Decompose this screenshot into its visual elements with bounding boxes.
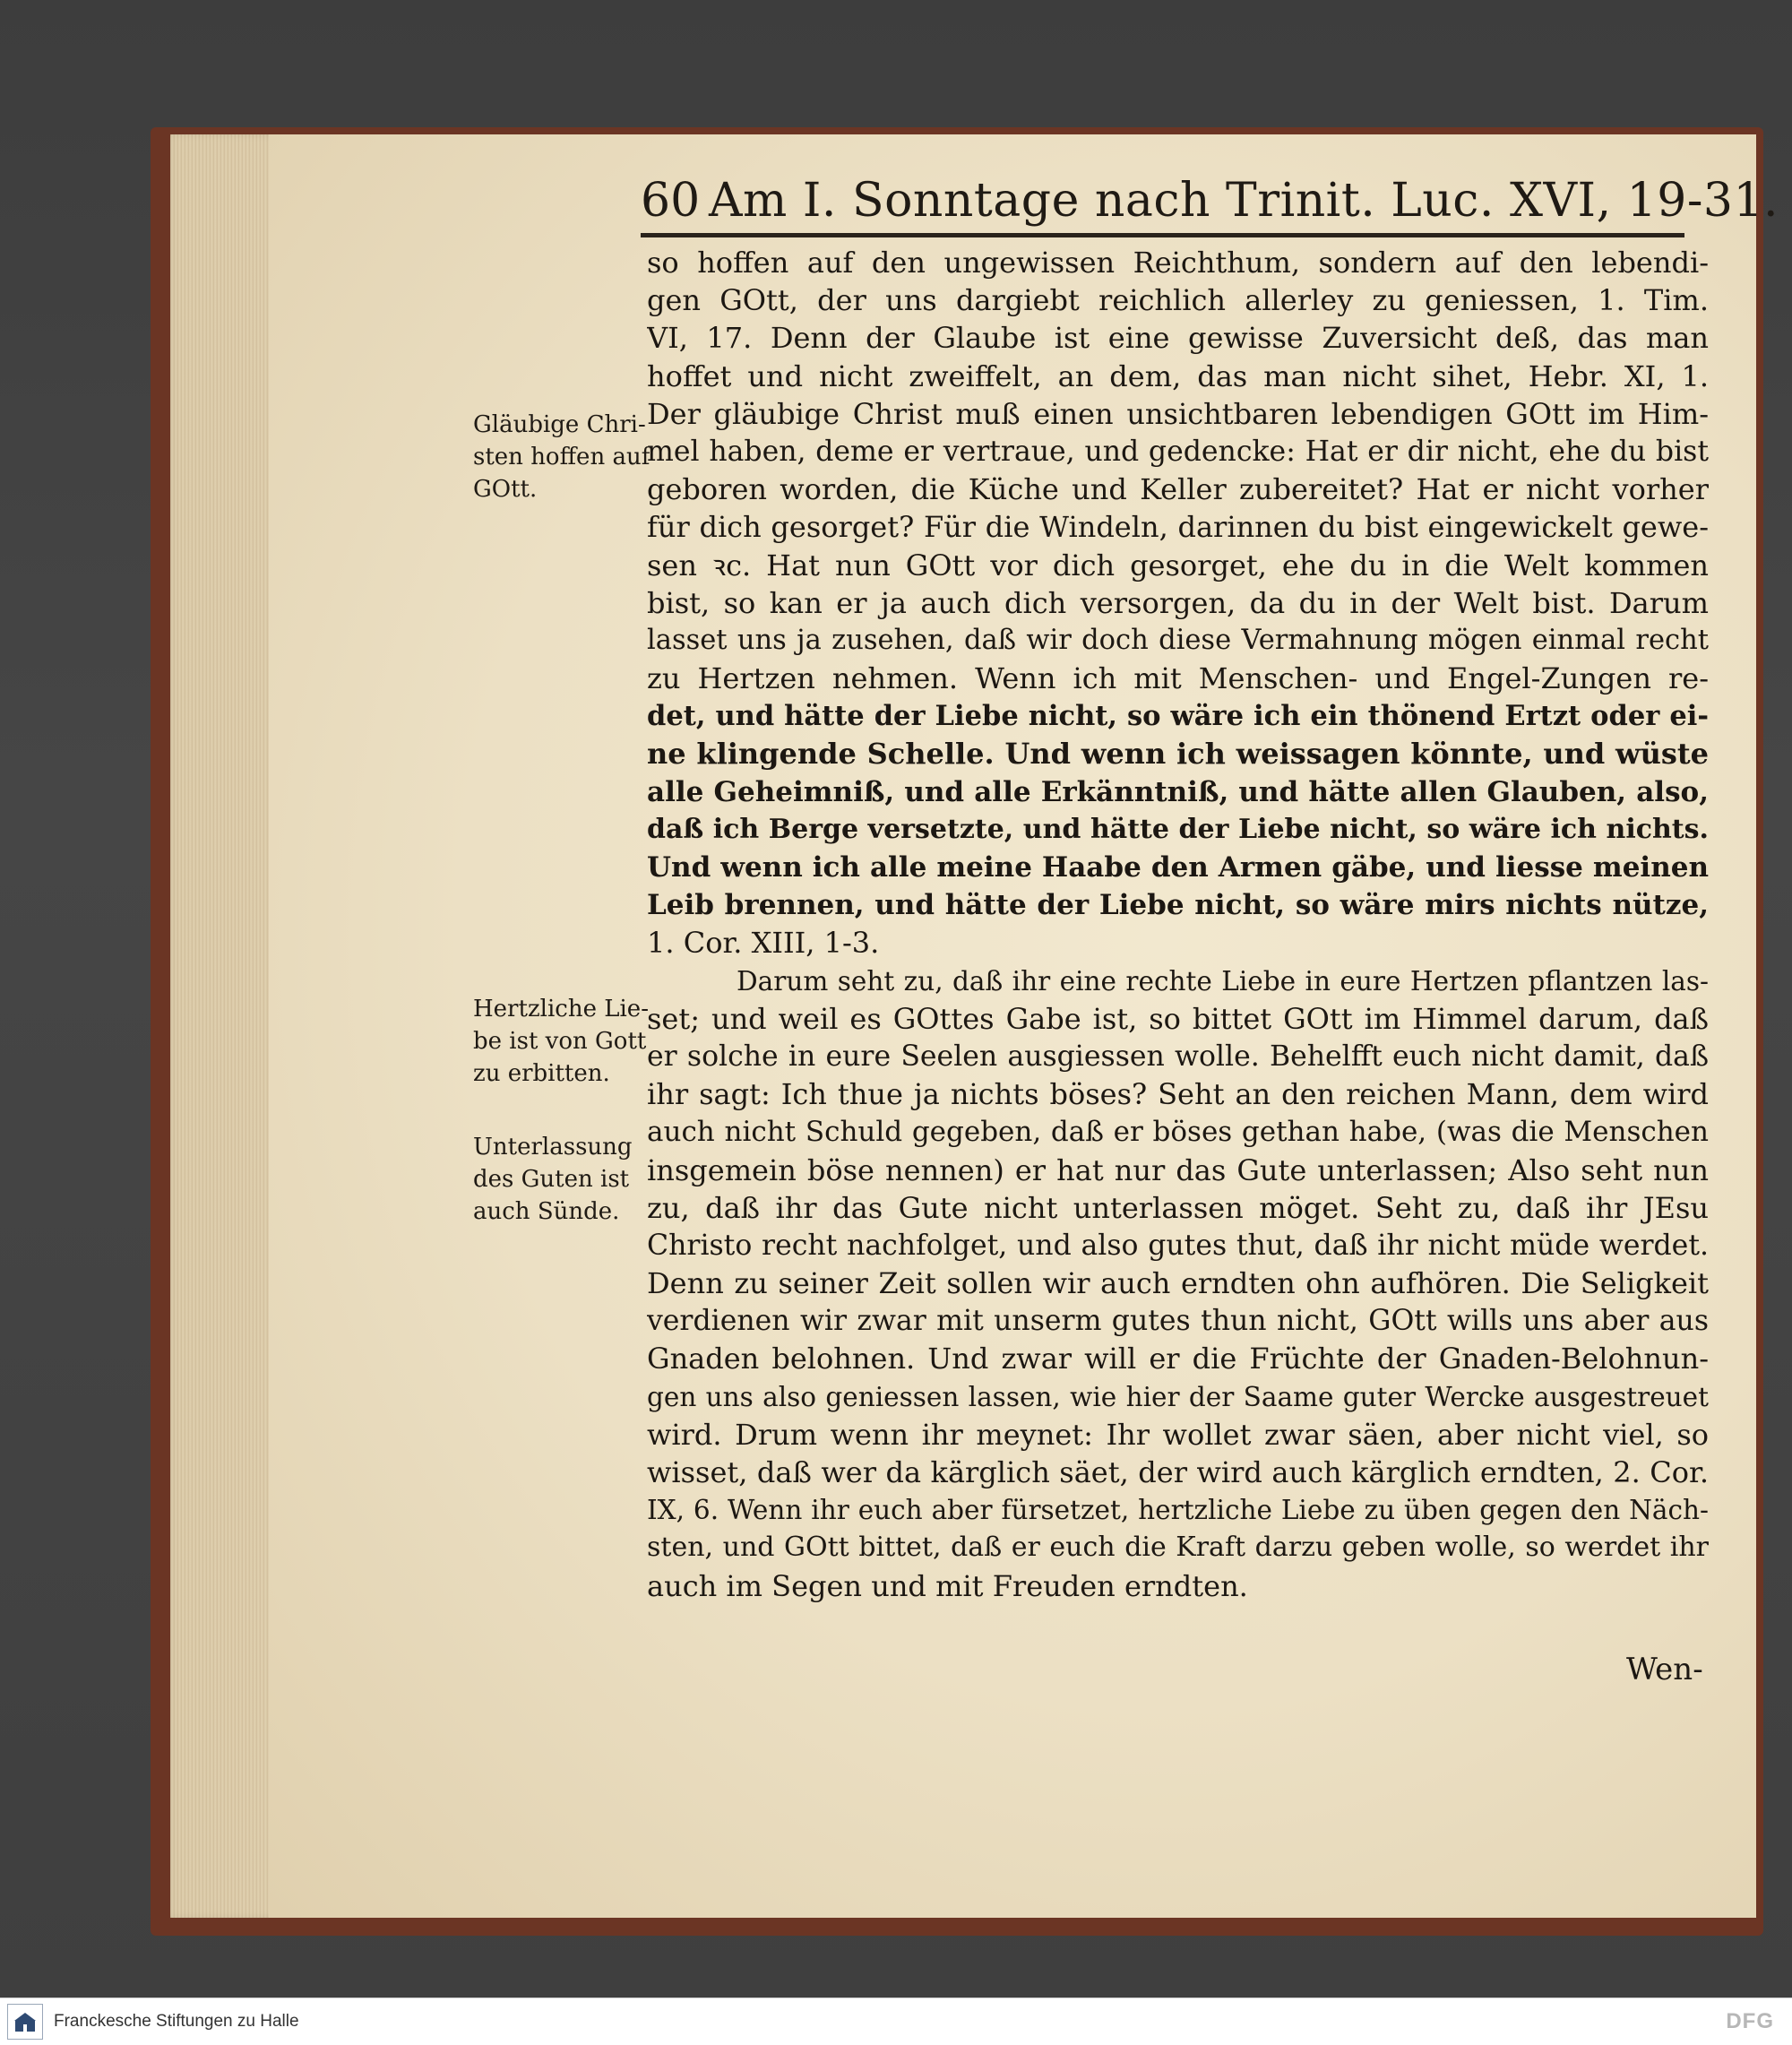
text-line: Denn zu seiner Zeit sollen wir auch erndten ohn aufhören. Die Seligkeit xyxy=(647,1266,1709,1301)
text-line: det, und hätte der Liebe nicht, so wäre ich ein thönend Ertzt oder ei- xyxy=(647,700,1709,733)
margin-note-line: Hertzliche Lie- xyxy=(473,996,649,1022)
text-line: VI, 17. Denn der Glaube ist eine gewisse Zuversicht deß, das man xyxy=(647,321,1709,356)
text-line: Gnaden belohnen. Und zwar will er die Früchte der Gnaden-Belohnun- xyxy=(647,1342,1709,1376)
text-line: set; und weil es GOttes Gabe ist, so bittet GOtt im Himmel darum, daß xyxy=(647,1001,1709,1036)
body-text xyxy=(647,244,1709,1605)
catchword: Wen- xyxy=(1626,1652,1703,1687)
margin-note-line: Unterlassung xyxy=(473,1134,633,1161)
text-line: er solche in eure Seelen ausgiessen wolle. Behelfft euch nicht damit, daß xyxy=(647,1040,1709,1073)
margin-note-line: auch Sünde. xyxy=(473,1198,620,1225)
margin-note-line: Gläubige Chri- xyxy=(473,411,646,438)
running-head-title: Am I. Sonntage nach Trinit. Luc. XVI, 19-31. xyxy=(709,174,1779,228)
text-line: zu, daß ihr das Gute nicht unterlassen möget. Seht zu, daß ihr JEsu xyxy=(647,1190,1709,1225)
margin-note-line: des Guten ist xyxy=(473,1166,630,1193)
text-line: ne klingende Schelle. Und wenn ich weissagen könnte, und wüste xyxy=(647,737,1709,772)
page-edges xyxy=(170,134,269,1918)
text-line: zu Hertzen nehmen. Wenn ich mit Menschen- und Engel-Zungen re- xyxy=(647,661,1709,696)
text-line: gen GOtt, der uns dargiebt reichlich allerley zu geniessen, 1. Tim. xyxy=(647,283,1709,318)
text-line: verdienen wir zwar mit unserm gutes thun nicht, GOtt wills uns aber aus xyxy=(647,1305,1709,1338)
text-line: gen uns also geniessen lassen, wie hier der Saame guter Wercke ausgestreuet xyxy=(647,1381,1709,1412)
text-line: Der gläubige Christ muß einen unsichtbaren lebendigen GOtt im Him- xyxy=(647,396,1709,431)
institution-link[interactable]: Franckesche Stiftungen zu Halle xyxy=(54,2012,299,2031)
footer-bar xyxy=(0,1998,1792,2045)
text-line: insgemein böse nennen) er hat nur das Gute unterlassen; Also seht nun xyxy=(647,1152,1709,1187)
text-line: IX, 6. Wenn ihr euch aber fürsetzet, hertzliche Liebe zu üben gegen den Näch- xyxy=(647,1495,1709,1526)
dfg-logo: DFG xyxy=(1726,2009,1774,2033)
text-line: sten, und GOtt bittet, daß er euch die Kraft darzu geben wolle, so werdet ihr xyxy=(647,1532,1709,1564)
text-line: 1. Cor. XIII, 1-3. xyxy=(647,926,880,961)
margin-note-line: sten hoffen auf xyxy=(473,444,650,470)
text-line: Christo recht nachfolget, und also gutes thut, daß ihr nicht müde werdet. xyxy=(647,1229,1709,1262)
text-line: Und wenn ich alle meine Haabe den Armen gäbe, und liesse meinen xyxy=(647,851,1709,884)
margin-note xyxy=(473,409,650,505)
text-line: auch im Segen und mit Freuden erndten. xyxy=(647,1568,1248,1603)
margin-note-line: zu erbitten. xyxy=(473,1060,610,1087)
margin-note-line: be ist von Gott xyxy=(473,1028,647,1055)
text-line: geboren worden, die Küche und Keller zubereitet? Hat er nicht vorher xyxy=(647,472,1709,507)
franckesche-stiftungen-logo-icon[interactable] xyxy=(7,2004,43,2040)
text-line: sen ꝛc. Hat nun GOtt vor dich gesorget, ehe du in die Welt kommen xyxy=(647,548,1709,582)
text-line: Leib brennen, und hätte der Liebe nicht, so wäre mirs nichts nütze, xyxy=(647,889,1709,922)
text-line: lasset uns ja zusehen, daß wir doch diese Vermahnung mögen einmal recht xyxy=(647,624,1709,656)
text-line: alle Geheimniß, und alle Erkänntniß, und hätte allen Glauben, also, xyxy=(647,775,1709,808)
text-line: auch nicht Schuld gegeben, daß er böses gethan habe, (was die Menschen xyxy=(647,1116,1709,1149)
running-head xyxy=(641,168,1779,233)
text-line: bist, so kan er ja auch dich versorgen, da du in der Welt bist. Darum xyxy=(647,585,1709,620)
margin-note xyxy=(473,993,649,1090)
margin-note xyxy=(473,1131,643,1228)
text-line: wisset, daß wer da kärglich säet, der wird auch kärglich erndten, 2. Cor. xyxy=(647,1455,1709,1489)
text-line: für dich gesorget? Für die Windeln, darinnen du bist eingewickelt gewe- xyxy=(647,510,1709,545)
text-line: wird. Drum wenn ihr meynet: Ihr wollet zwar säen, aber nicht viel, so xyxy=(647,1417,1709,1452)
text-line: daß ich Berge versetzte, und hätte der Liebe nicht, so wäre ich nichts. xyxy=(647,813,1709,845)
text-line: so hoffen auf den ungewissen Reichthum, sondern auf den lebendi- xyxy=(647,246,1709,280)
text-line: hoffet und nicht zweiffelt, an dem, das man nicht sihet, Hebr. XI, 1. xyxy=(647,358,1709,393)
page-number: 60 xyxy=(641,174,701,228)
margin-note-line: GOtt. xyxy=(473,476,538,503)
text-line: mel haben, deme er vertraue, und gedencke: Hat er dir nicht, ehe du bist xyxy=(647,435,1709,468)
text-line: ihr sagt: Ich thue ja nichts böses? Seht an den reichen Mann, dem wird xyxy=(647,1077,1709,1112)
header-rule xyxy=(641,233,1684,237)
text-line: Darum seht zu, daß ihr eine rechte Liebe in eure Hertzen pflantzen las- xyxy=(737,965,1709,997)
